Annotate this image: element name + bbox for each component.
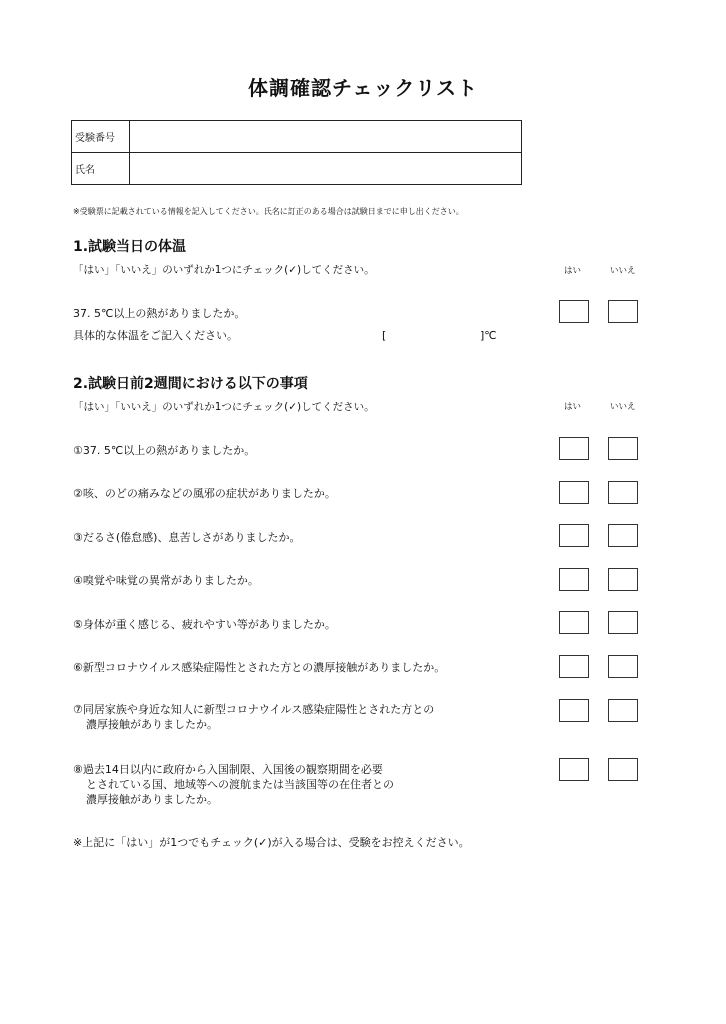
bottom-note: ※上記に「はい」が1つでもチェック(✓)が入る場合は、受験をお控えください。 [73, 836, 470, 849]
temperature-bracket-open: [ [382, 329, 387, 342]
question-3-no-checkbox[interactable] [608, 524, 638, 547]
section2-no-header: いいえ [610, 402, 636, 412]
question-6-no-checkbox[interactable] [608, 655, 638, 678]
exam-number-label: 受験番号 [72, 121, 130, 152]
question-8-yes-checkbox[interactable] [559, 758, 589, 781]
question-1: ①37. 5℃以上の熱がありましたか。 [73, 444, 256, 457]
section2-heading: 2.試験日前2週間における以下の事項 [73, 376, 308, 392]
question-8-no-checkbox[interactable] [608, 758, 638, 781]
name-row [72, 152, 521, 184]
section1-yes-header: はい [564, 266, 582, 276]
question-7-yes-checkbox[interactable] [559, 699, 589, 722]
section2-instruction: 「はい」「いいえ」のいずれか1つにチェック(✓)してください。 [73, 401, 375, 413]
section1-heading: 1.試験当日の体温 [73, 239, 187, 255]
question-6: ⑥新型コロナウイルス感染症陽性とされた方との濃厚接触がありましたか。 [73, 661, 446, 674]
section1-yes-checkbox[interactable] [559, 300, 589, 323]
question-3-yes-checkbox[interactable] [559, 524, 589, 547]
question-4-yes-checkbox[interactable] [559, 568, 589, 591]
question-7-line-1: ⑦同居家族や身近な知人に新型コロナウイルス感染症陽性とされた方との [73, 703, 435, 716]
question-8-line-3: 濃厚接触がありましたか。 [86, 793, 218, 806]
section1-instruction: 「はい」「いいえ」のいずれか1つにチェック(✓)してください。 [73, 264, 375, 276]
question-2: ②咳、のどの痛みなどの風邪の症状がありましたか。 [73, 487, 336, 500]
question-2-no-checkbox[interactable] [608, 481, 638, 504]
section2-yes-header: はい [564, 402, 582, 412]
question-3: ③だるさ(倦怠感)、息苦しさがありましたか。 [73, 531, 301, 544]
temperature-prompt: 具体的な体温をご記入ください。 [73, 329, 238, 342]
question-5: ⑤身体が重く感じる、疲れやすい等がありましたか。 [73, 618, 336, 631]
question-6-yes-checkbox[interactable] [559, 655, 589, 678]
question-7-line-2: 濃厚接触がありましたか。 [86, 718, 218, 731]
section1-no-header: いいえ [610, 266, 636, 276]
question-5-no-checkbox[interactable] [608, 611, 638, 634]
info-note: ※受験票に記載されている情報を記入してください。氏名に訂正のある場合は試験日までに申し出ください。 [73, 207, 464, 216]
question-4: ④嗅覚や味覚の異常がありましたか。 [73, 574, 259, 587]
question-1-no-checkbox[interactable] [608, 437, 638, 460]
question-8-line-1: ⑧過去14日以内に政府から入国制限、入国後の観察期間を必要 [73, 763, 383, 776]
question-7-no-checkbox[interactable] [608, 699, 638, 722]
question-5-yes-checkbox[interactable] [559, 611, 589, 634]
section1-question: 37. 5℃以上の熱がありましたか。 [73, 307, 246, 320]
name-label: 氏名 [72, 152, 130, 184]
question-4-no-checkbox[interactable] [608, 568, 638, 591]
question-1-yes-checkbox[interactable] [559, 437, 589, 460]
page-title: 体調確認チェックリスト [248, 76, 478, 100]
question-2-yes-checkbox[interactable] [559, 481, 589, 504]
section1-no-checkbox[interactable] [608, 300, 638, 323]
applicant-info-table [71, 120, 522, 185]
question-8-line-2: とされている国、地域等への渡航または当該国等の在住者との [86, 778, 394, 791]
temperature-bracket-close: ]℃ [480, 329, 497, 342]
exam-number-row [72, 121, 521, 153]
